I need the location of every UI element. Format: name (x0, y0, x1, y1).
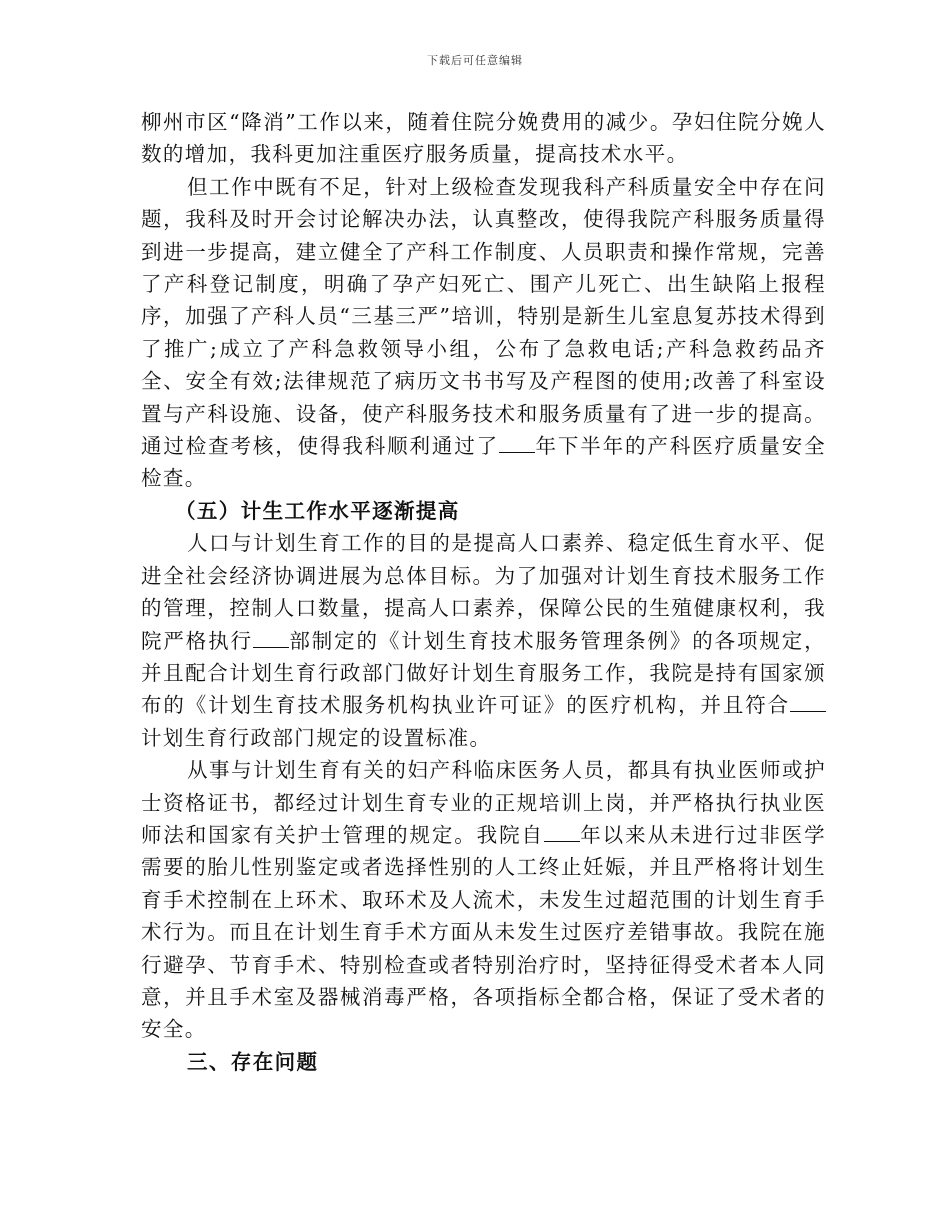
paragraph-text: 人口与计划生育工作的目的是提高人口素养、稳定低生育水平、促进全社会经济协调进展为总体目标。为了加强对计划生育技术服务工作的管理，控制人口数量，提高人口素养，保障公民的生殖健康权利，我院严格执行 (141, 531, 826, 653)
section-heading-problems: 三、存在问题 (187, 1049, 319, 1074)
paragraph-text: 部制定的《计划生育技术服务管理条例》的各项规定，并且配合计划生育行政部门做好计划生育服务工作，我院是持有国家颁布的《计划生育技术服务机构执业许可证》的医疗机构，并且符合 (141, 628, 827, 718)
paragraph-family-planning-goals (141, 527, 826, 754)
paragraph-staff-qualification (141, 754, 826, 1046)
section-heading-family-planning: （五）计生工作水平逐渐提高 (175, 498, 460, 523)
paragraph-text: 年以来从未进行过非医学需要的胎儿性别鉴定或者选择性别的人工终止妊娠，并且严格将计划生育手术控制在上环术、取环术及人流术，未发生过超范围的计划生育手术行为。而且在计划生育手术方面从未发生过医疗差错事故。我院在施行避孕、节育手术、特别检查或者特别治疗时，坚持征得受术者本人同意，并且手术室及器械消毒严格，各项指标全都合格，保证了受术者的安全。 (141, 822, 826, 1042)
blank-underline (790, 693, 826, 712)
paragraph-text: 从事与计划生育有关的妇产科临床医务人员，都具有执业医师或护士资格证书，都经过计划生育专业的正规培训上岗，并严格执行执业医师法和国家有关护士管理的规定。我院自 (141, 758, 826, 847)
blank-underline (253, 629, 289, 648)
paragraph-intro (141, 106, 826, 171)
blank-underline (544, 823, 580, 842)
document-body (141, 106, 826, 1078)
page-header-note: 下载后可任意编辑 (427, 54, 523, 67)
paragraph-obstetric-quality (141, 171, 826, 495)
paragraph-intro-text: 柳州市区“降消”工作以来，随着住院分娩费用的减少。孕妇住院分娩人数的增加，我科更加注重医疗服务质量，提高技术水平。 (141, 110, 826, 167)
blank-underline (499, 434, 535, 453)
paragraph-text: 年下半年的产科医疗质量安全检查。 (141, 434, 826, 491)
paragraph-text: 但工作中既有不足，针对上级检查发现我科产科质量安全中存在问题，我科及时开会讨论解决办法，认真整改，使得我院产科服务质量得到进一步提高，建立健全了产科工作制度、人员职责和操作常规，完善了产科登记制度，明确了孕产妇死亡、围产儿死亡、出生缺陷上报程序，加强了产科人员“三基三严”培训，特别是新生儿室息复苏技术得到了推广;成立了产科急救领导小组，公布了急救电话;产科急救药品齐全、安全有效;法律规范了病历文书书写及产程图的使用;改善了科室设置与产科设施、设备，使产科服务技术和服务质量有了进一步的提高。通过检查考核，使得我科顺利通过了 (141, 174, 826, 459)
paragraph-text: 计划生育行政部门规定的设置标准。 (141, 725, 492, 750)
